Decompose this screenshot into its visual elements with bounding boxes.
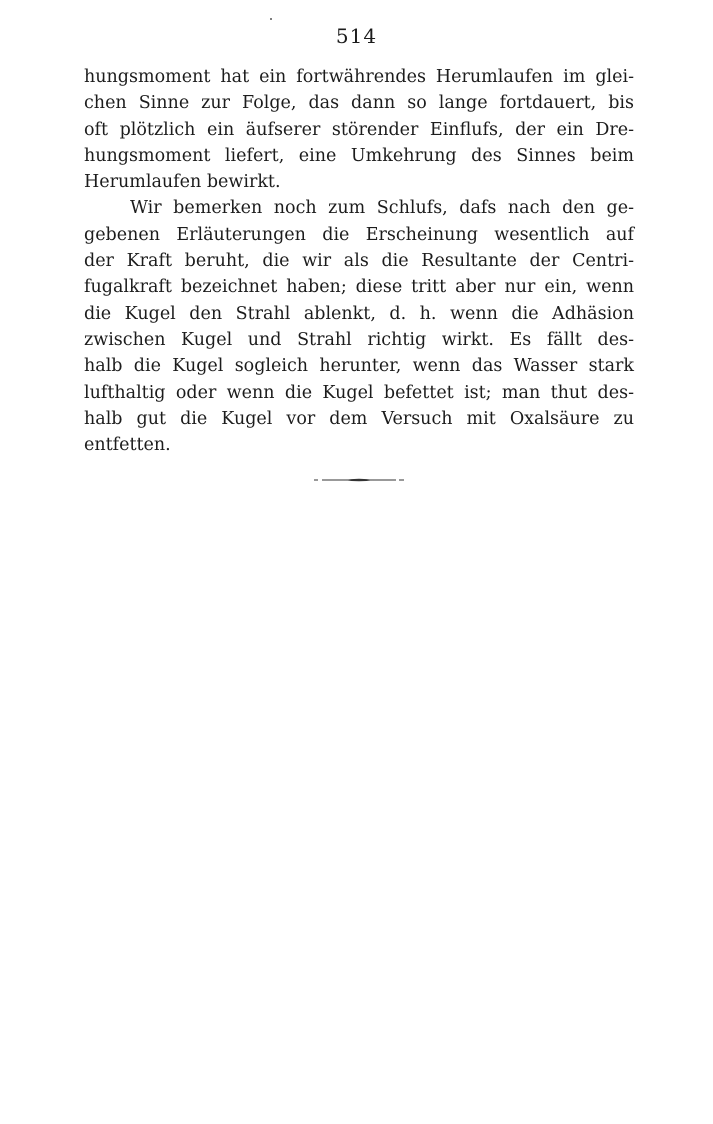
- text-line: halb gut die Kugel vor dem Versuch mit Oxalsäure zu: [84, 408, 634, 429]
- paragraph-2: [84, 195, 634, 458]
- text-line: der Kraft beruht, die wir als die Resultante der Centri-: [84, 251, 634, 272]
- text-line: Wir bemerken noch zum Schlufs, dafs nach den ge-: [130, 198, 634, 219]
- text-line: chen Sinne zur Folge, das dann so lange fortdauert, bis: [84, 93, 634, 114]
- end-ornament-rule: [314, 477, 404, 483]
- text-line: fugalkraft bezeichnet haben; diese tritt aber nur ein, wenn: [84, 277, 634, 298]
- text-line: hungsmoment hat ein fortwährendes Herumlaufen im glei-: [84, 67, 634, 87]
- text-line: zwischen Kugel und Strahl richtig wirkt. Es fällt des-: [84, 329, 634, 350]
- text-line: hungsmoment liefert, eine Umkehrung des Sinnes beim: [84, 145, 634, 166]
- text-line: oft plötzlich ein äufserer störender Einflufs, der ein Dre-: [84, 119, 634, 140]
- text-line: die Kugel den Strahl ablenkt, d. h. wenn die Adhäsion: [84, 303, 634, 324]
- page-number: 514: [335, 24, 378, 48]
- text-line: gebenen Erläuterungen die Erscheinung wesentlich auf: [84, 224, 634, 245]
- text-line: Herumlaufen bewirkt.: [84, 172, 281, 193]
- paragraph-1: [84, 64, 634, 195]
- text-line: entfetten.: [84, 435, 171, 456]
- text-line: halb die Kugel sogleich herunter, wenn das Wasser stark: [84, 356, 634, 377]
- body-text: [84, 64, 634, 458]
- stray-ink-dot: [270, 18, 272, 20]
- text-line: lufthaltig oder wenn die Kugel befettet ist; man thut des-: [84, 382, 634, 403]
